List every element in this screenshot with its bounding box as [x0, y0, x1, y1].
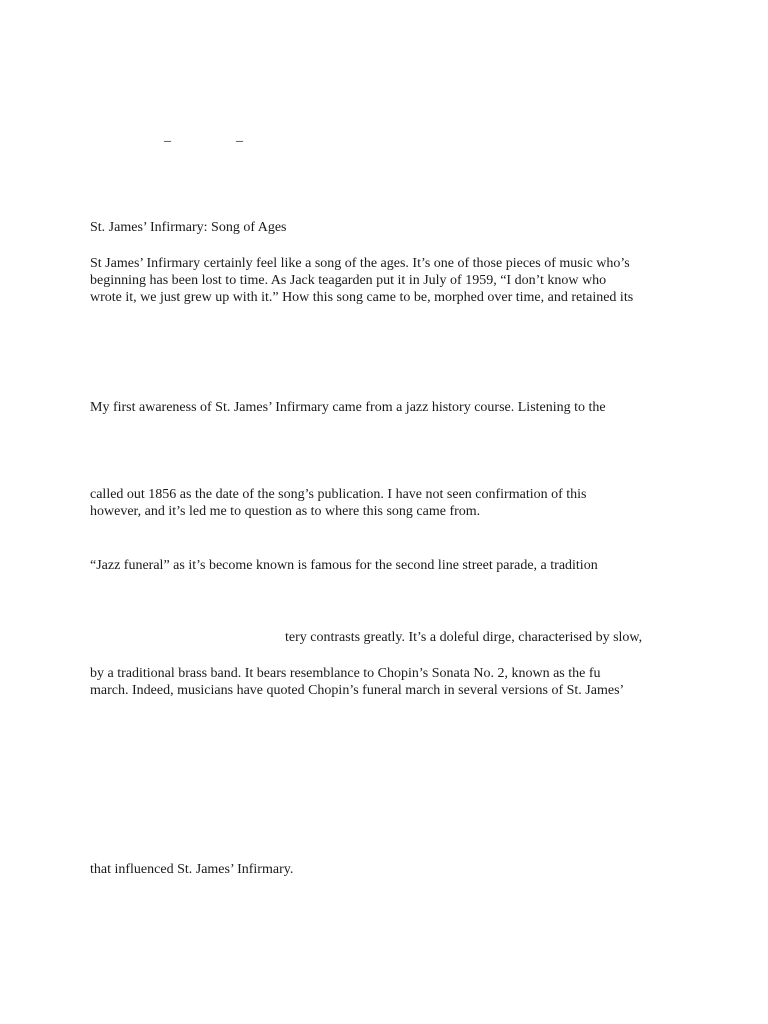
- paragraph-4-line-1: “Jazz funeral” as it’s become known is famous for the second line street parade, a tradition: [90, 558, 598, 573]
- paragraph-2-line-1: My first awareness of St. James’ Infirmary came from a jazz history course. Listening to the: [90, 400, 606, 415]
- paragraph-3-line-2: however, and it’s led me to question as to where this song came from.: [90, 504, 481, 519]
- paragraph-1-line-3: wrote it, we just grew up with it.” How this song came to be, morphed over time, and retained its: [90, 290, 634, 305]
- document-title: St. James’ Infirmary: Song of Ages: [90, 220, 287, 235]
- header-mark-1: _: [164, 129, 171, 144]
- paragraph-6-line-2: march. Indeed, musicians have quoted Chopin’s funeral march in several versions of St. James’: [90, 683, 625, 698]
- paragraph-6-line-1: by a traditional brass band. It bears resemblance to Chopin’s Sonata No. 2, known as the fu: [90, 666, 601, 681]
- paragraph-1-line-2: beginning has been lost to time. As Jack teagarden put it in July of 1959, “I don’t know who: [90, 273, 607, 288]
- header-mark-2: _: [236, 129, 243, 144]
- paragraph-7-line-1: that influenced St. James’ Infirmary.: [90, 862, 294, 877]
- paragraph-3-line-1: called out 1856 as the date of the song’s publication. I have not seen confirmation of this: [90, 487, 587, 502]
- paragraph-5-line-1: tery contrasts greatly. It’s a doleful dirge, characterised by slow,: [285, 630, 643, 645]
- paragraph-1-line-1: St James’ Infirmary certainly feel like a song of the ages. It’s one of those pieces of music who’s: [90, 256, 630, 271]
